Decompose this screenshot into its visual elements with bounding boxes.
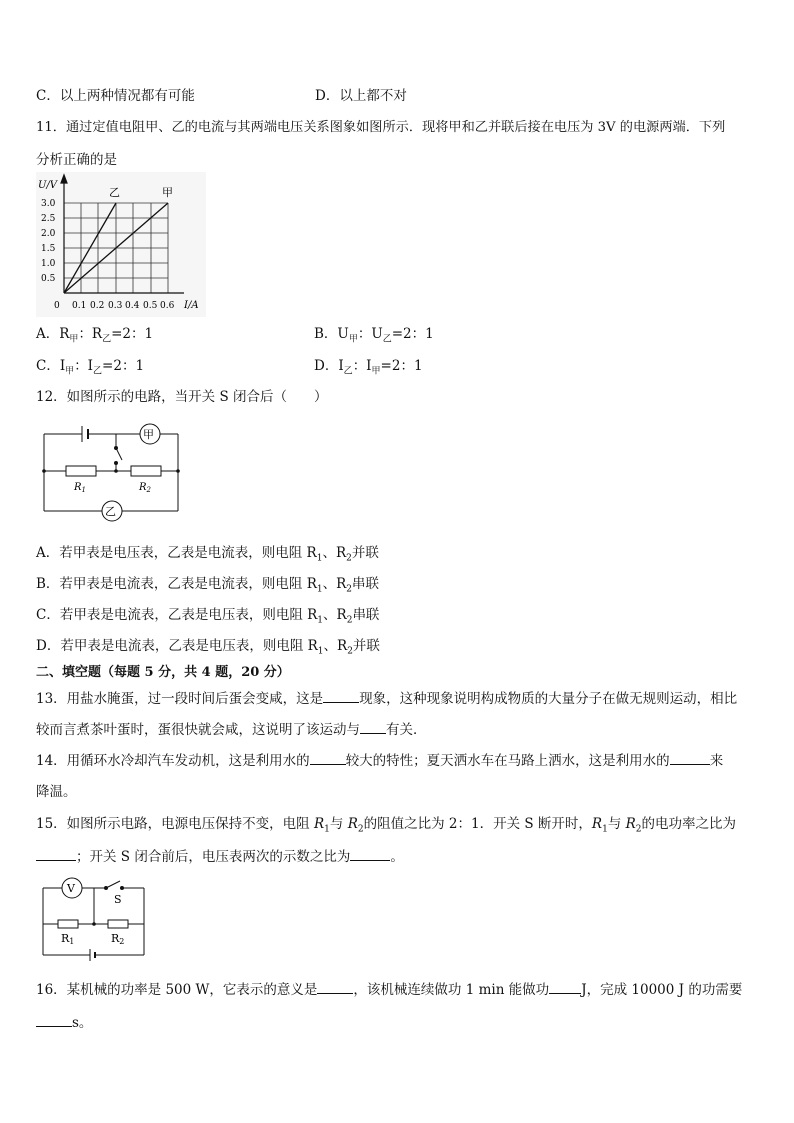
q11-option-b: B．$U_甲$：$U_乙=2$：1 xyxy=(314,326,434,345)
voltmeter-label: V xyxy=(67,882,75,895)
q16-blank-1[interactable] xyxy=(317,979,353,994)
xtick: 0.6 xyxy=(160,301,175,311)
r1-label: $R_1$ xyxy=(74,482,86,494)
q14-blank-1[interactable] xyxy=(310,750,346,765)
meter-jia-label: 甲 xyxy=(143,428,154,441)
r2-label: $R_2$ xyxy=(139,482,151,494)
q15-r1-label: R1 xyxy=(61,932,75,946)
q15-r2-label: R2 xyxy=(111,932,125,946)
meter-yi-label: 乙 xyxy=(105,505,116,518)
q11-stem-line2: 分析正确的是 xyxy=(36,152,117,168)
q16-line2: s。 xyxy=(36,1011,92,1031)
q14-blank-2[interactable] xyxy=(670,750,710,765)
graph-origin: 0 xyxy=(54,301,60,311)
q11-iu-graph xyxy=(36,172,206,317)
switch-label: S xyxy=(114,893,122,906)
label-yi: 乙 xyxy=(109,186,120,199)
q15-blank-1[interactable] xyxy=(36,846,76,861)
ytick: 2.5 xyxy=(41,214,56,224)
q11-stem-line1: 11．通过定值电阻甲、乙的电流与其两端电压关系图象如图所示．现将甲和乙并联后接在电压为 3V 的电源两端．下列 xyxy=(36,120,726,135)
q15-line1: 15．如图所示电路，电源电压保持不变，电阻 $R_1$与 $R_2$的阻值之比为 2：1．开关 S 断开时，$R_1$与 $R_2$的电功率之比为 xyxy=(36,816,737,835)
ytick: 0.5 xyxy=(41,274,56,284)
q13-blank-2[interactable] xyxy=(360,719,386,734)
q11-option-c: C．$I_甲$：$I_乙=2$：1 xyxy=(36,358,145,377)
ytick: 1.0 xyxy=(41,259,56,269)
q12-circuit-diagram xyxy=(36,418,186,526)
q12-option-b: B．若甲表是电流表，乙表是电流表，则电阻 $R_1$、$R_2$串联 xyxy=(36,576,380,595)
q12-option-a: A．若甲表是电压表，乙表是电流表，则电阻 $R_1$、$R_2$并联 xyxy=(36,545,379,564)
q12-option-d: D．若甲表是电流表，乙表是电压表，则电阻 $R_1$、$R_2$并联 xyxy=(36,638,380,657)
q16-blank-2[interactable] xyxy=(549,979,581,994)
q14-line2: 降温。 xyxy=(36,784,77,800)
q16-line1: 16．某机械的功率是 500 W，它表示的意义是 ，该机械连续做功 1 min 能做功 J，完成 10000 J 的功需要 xyxy=(36,978,742,998)
q13-line1: 13．用盐水腌蛋，过一段时间后蛋会变咸，这是 现象，这种现象说明构成物质的大量分子在做无规则运动，相比 xyxy=(36,687,737,707)
xtick: 0.3 xyxy=(108,301,123,311)
graph-xlabel: I/A xyxy=(184,300,199,311)
q15-circuit-diagram xyxy=(36,872,151,962)
q12-stem: 12．如图所示的电路，当开关 S 闭合后（ ） xyxy=(36,389,328,405)
xtick: 0.2 xyxy=(90,301,105,311)
q10-option-c: C．以上两种情况都有可能 xyxy=(36,88,195,104)
q15-blank-2[interactable] xyxy=(350,846,390,861)
ytick: 3.0 xyxy=(41,199,56,209)
ytick: 2.0 xyxy=(41,229,56,239)
section-2-title: 二、填空题（每题 5 分，共 4 题，20 分） xyxy=(36,665,290,680)
q10-option-d: D．以上都不对 xyxy=(315,88,407,104)
q11-option-d: D．$I_乙$：$I_甲=2$：1 xyxy=(314,358,423,377)
xtick: 0.1 xyxy=(72,301,87,311)
graph-ylabel: U/V xyxy=(38,180,58,191)
q16-blank-3[interactable] xyxy=(36,1012,72,1027)
xtick: 0.5 xyxy=(143,301,158,311)
q13-blank-1[interactable] xyxy=(323,688,359,703)
ytick: 1.5 xyxy=(41,244,56,254)
label-jia: 甲 xyxy=(162,186,173,199)
xtick: 0.4 xyxy=(125,301,140,311)
q14-line1: 14．用循环水冷却汽车发动机，这是利用水的 较大的特性；夏天洒水车在马路上洒水，这是利用水的 来 xyxy=(36,749,723,769)
q15-line2: ；开关 S 闭合前后，电压表两次的示数之比为 。 xyxy=(36,845,404,865)
q11-option-a: A．$R_甲$：$R_乙=2$：1 xyxy=(36,326,154,345)
q12-option-c: C．若甲表是电流表，乙表是电压表，则电阻 $R_1$、$R_2$串联 xyxy=(36,607,380,626)
q13-line2: 较而言煮茶叶蛋时，蛋很快就会咸，这说明了该运动与 有关． xyxy=(36,718,427,738)
